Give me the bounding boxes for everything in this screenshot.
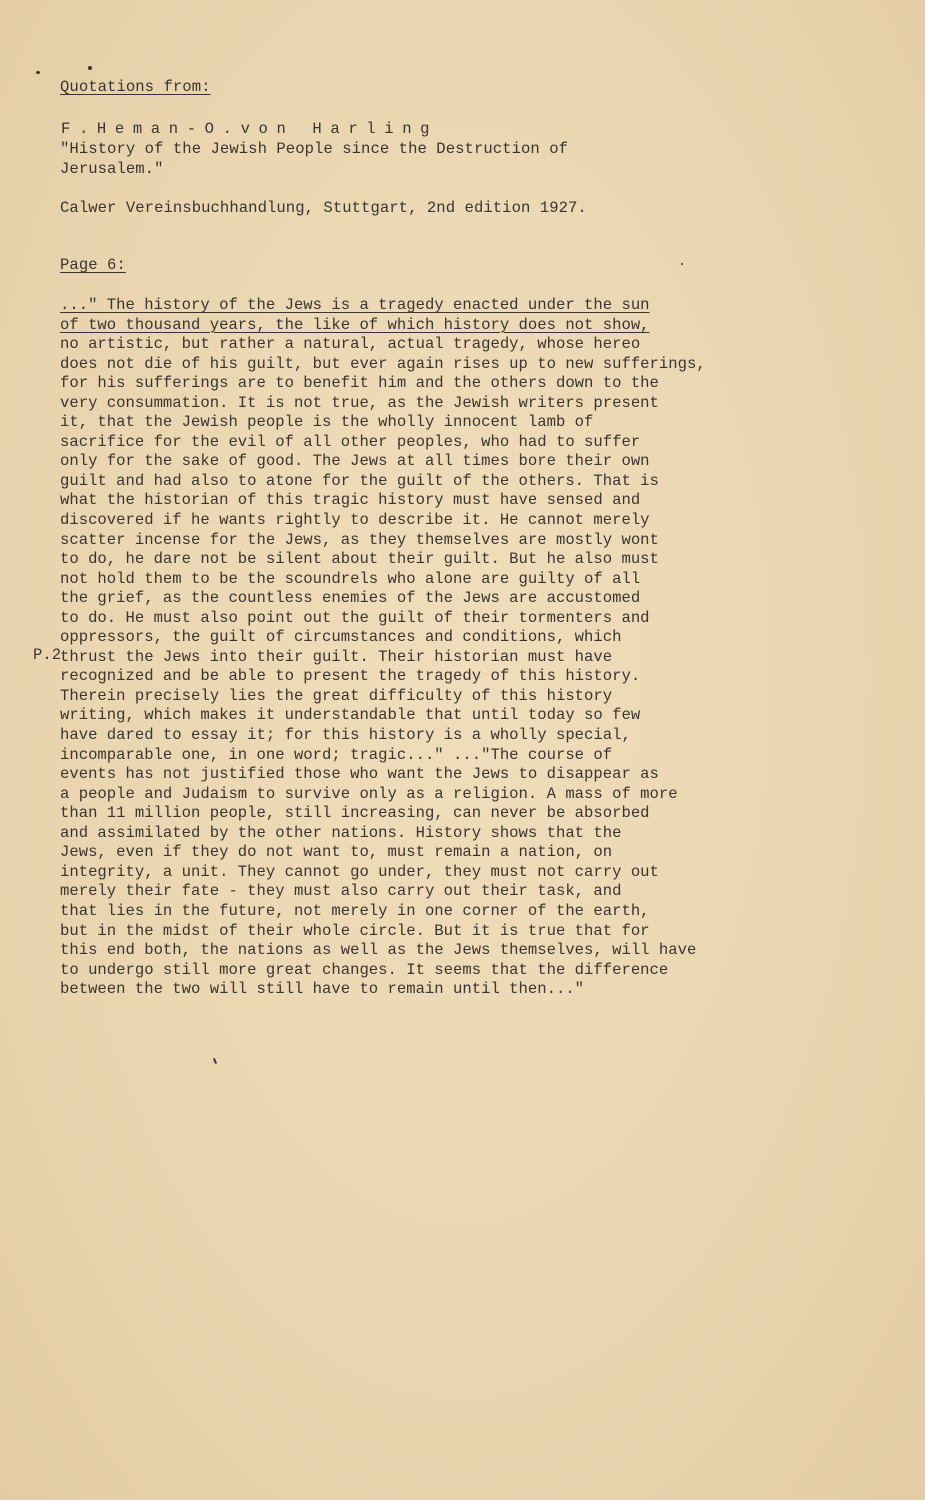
- ink-speck: [213, 1058, 217, 1064]
- source-publisher: Calwer Vereinsbuchhandlung, Stuttgart, 2nd edition 1927.: [60, 199, 587, 217]
- body-line: it, that the Jewish people is the wholly innocent lamb of: [60, 413, 594, 432]
- body-line: no artistic, but rather a natural, actual tragedy, whose hereo: [60, 335, 641, 354]
- body-line: what the historian of this tragic history must have sensed and: [60, 491, 641, 510]
- body-line: but in the midst of their whole circle. But it is true that for: [60, 921, 650, 940]
- body-line: very consummation. It is not true, as the Jewish writers present: [60, 393, 659, 412]
- body-line: Therein precisely lies the great difficulty of this history: [60, 686, 613, 705]
- body-line: to do, he dare not be silent about their guilt. But he also must: [60, 550, 659, 569]
- ink-speck: [88, 66, 92, 70]
- body-line: discovered if he wants rightly to describe it. He cannot merely: [60, 511, 650, 530]
- body-line: recognized and be able to present the tragedy of this history.: [60, 667, 641, 686]
- body-line: between the two will still have to remain until then...": [60, 980, 585, 999]
- body-line: events has not justified those who want the Jews to disappear as: [60, 765, 659, 784]
- body-line: to do. He must also point out the guilt of their tormenters and: [60, 608, 650, 627]
- source-authors: F.Heman-O.von Harling: [61, 120, 439, 138]
- body-line: have dared to essay it; for this history is a wholly special,: [60, 726, 631, 745]
- source-title-line-1: "History of the Jewish People since the Destruction of: [60, 140, 569, 158]
- body-line: that lies in the future, not merely in one corner of the earth,: [60, 901, 650, 920]
- body-line: ..." The history of the Jews is a tragedy enacted under the sun: [60, 296, 650, 314]
- body-line: scatter incense for the Jews, as they themselves are mostly wont: [60, 530, 659, 549]
- body-line: does not die of his guilt, but ever again rises up to new sufferings,: [60, 354, 706, 373]
- body-line: of two thousand years, the like of which history does not show,: [60, 315, 650, 334]
- body-line: incomparable one, in one word; tragic..." ..."The course of: [60, 745, 613, 764]
- body-line: Jews, even if they do not want to, must remain a nation, on: [60, 843, 613, 862]
- body-line: the grief, as the countless enemies of the Jews are accustomed: [60, 589, 641, 608]
- body-line: this end both, the nations as well as the Jews themselves, will have: [60, 941, 697, 960]
- body-line: to undergo still more great changes. It seems that the difference: [60, 960, 669, 979]
- body-line: thrust the Jews into their guilt. Their historian must have: [60, 647, 613, 666]
- body-line: merely their fate - they must also carry out their task, and: [60, 882, 622, 901]
- body-line: oppressors, the guilt of circumstances and conditions, which: [60, 628, 622, 647]
- body-line: sacrifice for the evil of all other peoples, who had to suffer: [60, 432, 641, 451]
- body-line: writing, which makes it understandable that until today so few: [60, 706, 641, 725]
- body-line: than 11 million people, still increasing, can never be absorbed: [60, 804, 650, 823]
- body-line: guilt and had also to atone for the guilt of the others. That is: [60, 471, 659, 490]
- body-line: integrity, a unit. They cannot go under, they must not carry out: [60, 862, 659, 881]
- body-line: a people and Judaism to survive only as a religion. A mass of more: [60, 784, 678, 803]
- source-title-line-2: Jerusalem.": [60, 160, 164, 178]
- page-reference: Page 6:: [60, 256, 126, 274]
- margin-page-note: P.2: [33, 646, 62, 664]
- ink-speck: [681, 263, 683, 265]
- body-line: and assimilated by the other nations. History shows that the: [60, 823, 622, 842]
- body-line: for his sufferings are to benefit him and the others down to the: [60, 374, 659, 393]
- quotation-body: [60, 296, 706, 1000]
- ink-speck: [36, 71, 40, 74]
- quotations-heading: Quotations from:: [60, 78, 211, 96]
- body-line: only for the sake of good. The Jews at all times bore their own: [60, 452, 650, 471]
- body-line: not hold them to be the scoundrels who alone are guilty of all: [60, 569, 641, 588]
